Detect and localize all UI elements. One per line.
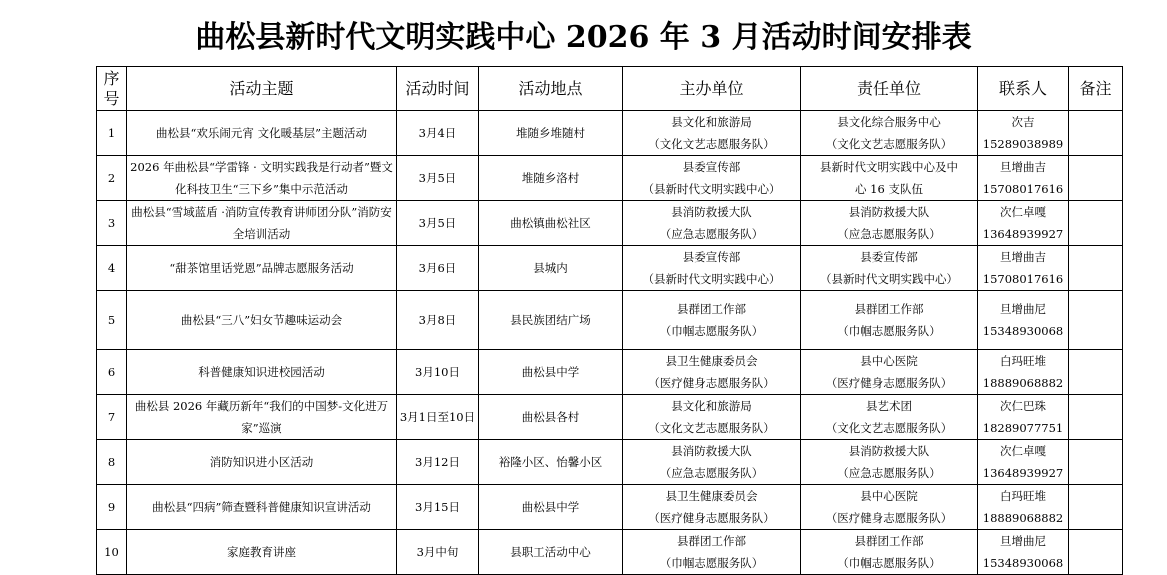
host-line-1: 县文化和旅游局 xyxy=(671,399,752,413)
resp-line-1: 县中心医院 xyxy=(860,489,918,503)
cell-place: 曲松县各村 xyxy=(479,395,623,440)
cell-no: 1 xyxy=(97,111,127,156)
host-line-1: 县消防救援大队 xyxy=(671,444,752,458)
resp-line-1: 县委宣传部 xyxy=(860,250,918,264)
cell-note xyxy=(1069,440,1123,485)
column-header-place: 活动地点 xyxy=(479,67,623,111)
cell-note xyxy=(1069,246,1123,291)
schedule-table xyxy=(96,66,1123,575)
host-line-2: （巾帼志愿服务队） xyxy=(659,556,764,570)
cell-note xyxy=(1069,156,1123,201)
cell-place: 堆随乡洛村 xyxy=(479,156,623,201)
cell-contact xyxy=(978,440,1069,485)
contact-line-2: 15708017616 xyxy=(982,272,1064,286)
page-title: 曲松县新时代文明实践中心 2026 年 3 月活动时间安排表 xyxy=(195,20,972,55)
cell-resp xyxy=(801,156,978,201)
table-row xyxy=(97,246,1123,291)
contact-line-1: 次仁卓嘎 xyxy=(1000,444,1046,458)
cell-contact xyxy=(978,395,1069,440)
contact-line-2: 15289038989 xyxy=(982,137,1064,151)
cell-note xyxy=(1069,485,1123,530)
cell-host xyxy=(623,350,801,395)
resp-line-2: （县新时代文明实践中心） xyxy=(820,272,958,286)
host-line-2: （文化文艺志愿服务队） xyxy=(648,137,775,151)
host-line-1: 县委宣传部 xyxy=(682,250,741,264)
host-line-2: （县新时代文明实践中心） xyxy=(642,182,781,196)
cell-no: 9 xyxy=(97,485,127,530)
cell-resp xyxy=(801,440,978,485)
host-line-1: 县卫生健康委员会 xyxy=(665,354,758,368)
cell-resp xyxy=(801,485,978,530)
cell-contact xyxy=(978,201,1069,246)
contact-line-2: 13648939927 xyxy=(982,466,1064,480)
cell-contact xyxy=(978,156,1069,201)
cell-contact xyxy=(978,291,1069,350)
host-line-2: （应急志愿服务队） xyxy=(659,227,764,241)
cell-note xyxy=(1069,291,1123,350)
host-line-1: 县委宣传部 xyxy=(682,160,741,174)
cell-resp xyxy=(801,201,978,246)
table-row xyxy=(97,111,1123,156)
contact-line-1: 白玛旺堆 xyxy=(1000,354,1046,368)
column-header-host: 主办单位 xyxy=(623,67,801,111)
resp-line-1: 县新时代文明实践中心及中 xyxy=(820,160,958,174)
contact-line-1: 次吉 xyxy=(1011,115,1035,129)
cell-topic: 曲松县“四病”筛查暨科普健康知识宣讲活动 xyxy=(127,485,397,530)
cell-resp xyxy=(801,350,978,395)
cell-host xyxy=(623,440,801,485)
cell-no: 3 xyxy=(97,201,127,246)
cell-host xyxy=(623,291,801,350)
host-line-2: （县新时代文明实践中心） xyxy=(642,272,781,286)
resp-line-1: 县消防救援大队 xyxy=(848,444,930,458)
cell-topic: 曲松县“欢乐闹元宵 文化暖基层”主题活动 xyxy=(127,111,397,156)
cell-contact xyxy=(978,246,1069,291)
cell-place: 县民族团结广场 xyxy=(479,291,623,350)
header-row xyxy=(97,67,1123,111)
cell-place: 曲松县中学 xyxy=(479,485,623,530)
cell-place: 堆随乡堆随村 xyxy=(479,111,623,156)
contact-line-1: 旦增曲吉 xyxy=(1000,250,1046,264)
host-line-1: 县群团工作部 xyxy=(677,302,746,316)
host-line-2: （应急志愿服务队） xyxy=(659,466,764,480)
cell-no: 2 xyxy=(97,156,127,201)
cell-topic: 科普健康知识进校园活动 xyxy=(127,350,397,395)
host-line-2: （巾帼志愿服务队） xyxy=(659,324,764,338)
contact-line-1: 白玛旺堆 xyxy=(1000,489,1046,503)
host-line-1: 县卫生健康委员会 xyxy=(665,489,758,503)
resp-line-2: （巾帼志愿服务队） xyxy=(837,324,941,338)
cell-topic: 曲松县 2026 年藏历新年“我们的中国梦-文化进万家”巡演 xyxy=(127,395,397,440)
column-header-time: 活动时间 xyxy=(397,67,479,111)
resp-line-2: （医疗健身志愿服务队） xyxy=(825,511,953,525)
cell-host xyxy=(623,201,801,246)
cell-topic: 2026 年曲松县“学雷锋 · 文明实践我是行动者”暨文化科技卫生“三下乡”集中示范活动 xyxy=(127,156,397,201)
host-line-1: 县消防救援大队 xyxy=(671,205,752,219)
cell-time: 3月5日 xyxy=(397,201,479,246)
cell-time: 3月10日 xyxy=(397,350,479,395)
cell-time: 3月4日 xyxy=(397,111,479,156)
cell-place: 县职工活动中心 xyxy=(479,530,623,575)
host-line-1: 县群团工作部 xyxy=(677,534,746,548)
host-line-2: （医疗健身志愿服务队） xyxy=(648,511,775,525)
cell-host xyxy=(623,485,801,530)
column-header-topic: 活动主题 xyxy=(127,67,397,111)
cell-resp xyxy=(801,111,978,156)
contact-line-2: 15348930068 xyxy=(982,556,1064,570)
resp-line-1: 县群团工作部 xyxy=(854,302,924,316)
contact-line-1: 次仁卓嘎 xyxy=(1000,205,1046,219)
contact-line-1: 旦增曲尼 xyxy=(1000,302,1046,316)
contact-line-1: 旦增曲吉 xyxy=(1000,160,1046,174)
table-row xyxy=(97,485,1123,530)
cell-note xyxy=(1069,201,1123,246)
cell-contact xyxy=(978,111,1069,156)
resp-line-1: 县中心医院 xyxy=(860,354,918,368)
cell-time: 3月中旬 xyxy=(397,530,479,575)
contact-line-2: 18889068882 xyxy=(982,511,1064,525)
column-header-no xyxy=(97,67,127,111)
column-header-responsible: 责任单位 xyxy=(801,67,978,111)
resp-line-1: 县文化综合服务中心 xyxy=(837,115,941,129)
cell-resp xyxy=(801,246,978,291)
cell-no: 10 xyxy=(97,530,127,575)
resp-line-2: 心 16 支队伍 xyxy=(855,182,923,196)
column-header-contact: 联系人 xyxy=(978,67,1069,111)
cell-no: 7 xyxy=(97,395,127,440)
column-header-note: 备注 xyxy=(1069,67,1123,111)
cell-no: 5 xyxy=(97,291,127,350)
cell-topic: 消防知识进小区活动 xyxy=(127,440,397,485)
cell-resp xyxy=(801,291,978,350)
table-row xyxy=(97,291,1123,350)
cell-place: 裕隆小区、怡馨小区 xyxy=(479,440,623,485)
cell-topic: 家庭教育讲座 xyxy=(127,530,397,575)
resp-line-2: （应急志愿服务队） xyxy=(837,466,941,480)
host-line-2: （文化文艺志愿服务队） xyxy=(648,421,775,435)
contact-line-2: 18889068882 xyxy=(982,376,1064,390)
cell-host xyxy=(623,111,801,156)
cell-no: 8 xyxy=(97,440,127,485)
contact-line-2: 15348930068 xyxy=(982,324,1064,338)
cell-contact xyxy=(978,350,1069,395)
table-row xyxy=(97,156,1123,201)
resp-line-1: 县群团工作部 xyxy=(854,534,924,548)
table-row xyxy=(97,201,1123,246)
contact-line-2: 18289077751 xyxy=(982,421,1064,435)
cell-place: 曲松县中学 xyxy=(479,350,623,395)
cell-topic: 曲松县“雪域蓝盾 ·消防宣传教育讲师团分队”消防安全培训活动 xyxy=(127,201,397,246)
cell-time: 3月12日 xyxy=(397,440,479,485)
cell-time: 3月5日 xyxy=(397,156,479,201)
cell-place: 县城内 xyxy=(479,246,623,291)
seq-header-line-1: 序 xyxy=(103,68,120,88)
contact-line-1: 旦增曲尼 xyxy=(1000,534,1046,548)
cell-host xyxy=(623,156,801,201)
table-row xyxy=(97,395,1123,440)
cell-topic: “甜茶馆里话党恩”品牌志愿服务活动 xyxy=(127,246,397,291)
table-row xyxy=(97,350,1123,395)
seq-header-line-2: 号 xyxy=(103,88,120,108)
resp-line-2: （文化文艺志愿服务队） xyxy=(825,421,953,435)
resp-line-2: （应急志愿服务队） xyxy=(837,227,941,241)
resp-line-2: （文化文艺志愿服务队） xyxy=(825,137,953,151)
table-row xyxy=(97,440,1123,485)
cell-time: 3月1日至10日 xyxy=(397,395,479,440)
cell-resp xyxy=(801,395,978,440)
cell-no: 4 xyxy=(97,246,127,291)
cell-place: 曲松镇曲松社区 xyxy=(479,201,623,246)
cell-contact xyxy=(978,485,1069,530)
cell-time: 3月8日 xyxy=(397,291,479,350)
resp-line-1: 县艺术团 xyxy=(866,399,912,413)
host-line-2: （医疗健身志愿服务队） xyxy=(648,376,775,390)
cell-topic: 曲松县“三八”妇女节趣味运动会 xyxy=(127,291,397,350)
resp-line-1: 县消防救援大队 xyxy=(848,205,930,219)
cell-time: 3月6日 xyxy=(397,246,479,291)
cell-note xyxy=(1069,395,1123,440)
contact-line-2: 15708017616 xyxy=(982,182,1064,196)
cell-no: 6 xyxy=(97,350,127,395)
cell-host xyxy=(623,395,801,440)
resp-line-2: （巾帼志愿服务队） xyxy=(837,556,941,570)
contact-line-1: 次仁巴珠 xyxy=(1000,399,1046,413)
cell-time: 3月15日 xyxy=(397,485,479,530)
contact-line-2: 13648939927 xyxy=(982,227,1064,241)
cell-note xyxy=(1069,350,1123,395)
cell-host xyxy=(623,246,801,291)
resp-line-2: （医疗健身志愿服务队） xyxy=(825,376,953,390)
cell-note xyxy=(1069,111,1123,156)
host-line-1: 县文化和旅游局 xyxy=(671,115,752,129)
